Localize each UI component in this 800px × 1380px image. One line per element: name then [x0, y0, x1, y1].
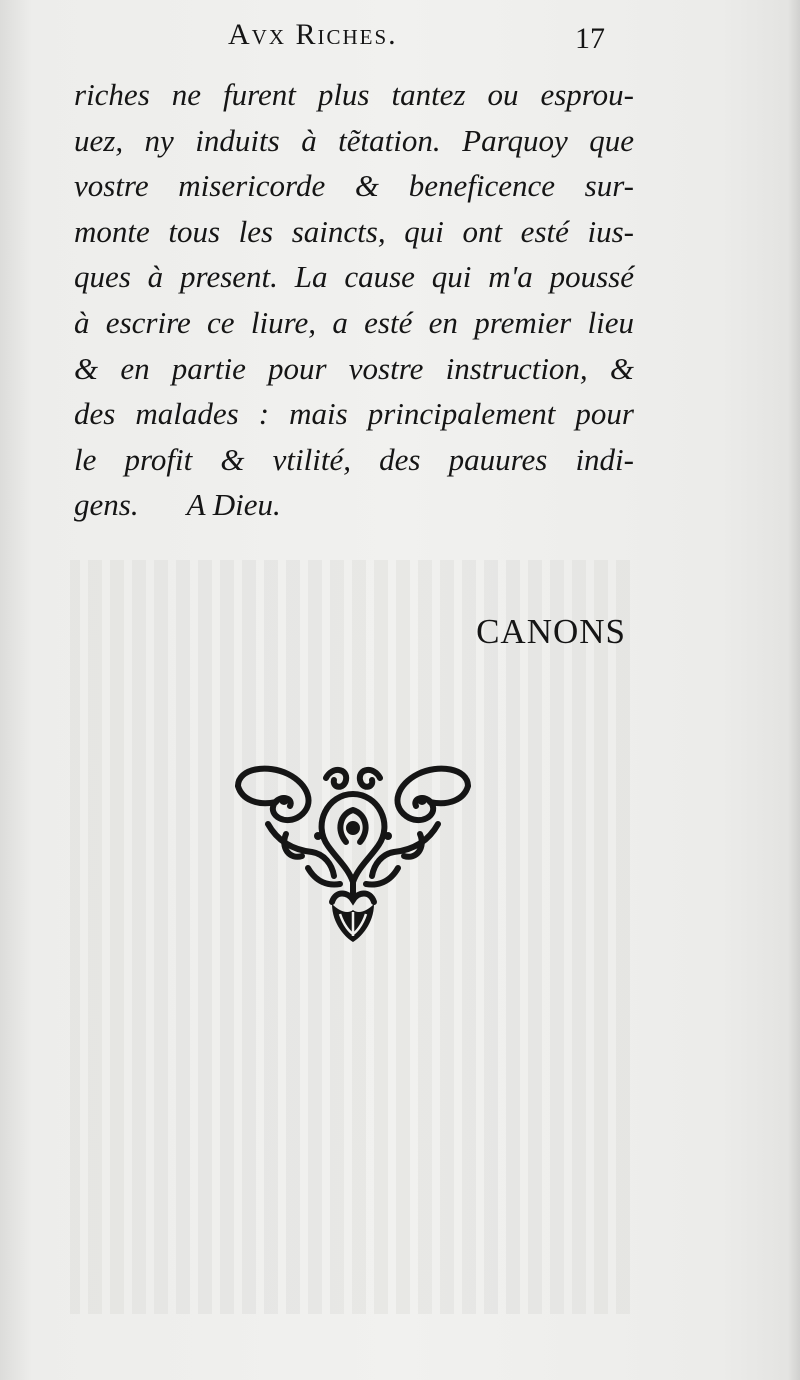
page-edge-shadow [788, 0, 800, 1380]
closing-word: gens. [74, 487, 139, 523]
section-title: CANONS [476, 612, 626, 651]
page-number: 17 [575, 22, 605, 55]
salutation: A Dieu. [186, 487, 281, 523]
body-text [74, 72, 634, 528]
text-line: des malades : mais principalement pour [74, 396, 634, 432]
fleuron-ornament-icon [228, 764, 478, 944]
text-line: le profit & vtilité, des pauures indi- [74, 441, 634, 477]
text-line: ques à present. La cause qui m'a poussé [74, 259, 634, 295]
text-line: uez, ny induits à tẽtation. Parquoy que [74, 122, 634, 158]
running-head: Avx Riches. [228, 18, 398, 51]
text-line: & en partie pour vostre instruction, & [74, 350, 634, 386]
text-line: à escrire ce liure, a esté en premier lieu [74, 304, 634, 340]
closing-line [74, 482, 634, 528]
text-line: riches ne furent plus tantez ou esprou- [74, 77, 634, 112]
text-line: vostre misericorde & beneficence sur- [74, 168, 634, 204]
text-line: monte tous les saincts, qui ont esté ius- [74, 213, 634, 249]
